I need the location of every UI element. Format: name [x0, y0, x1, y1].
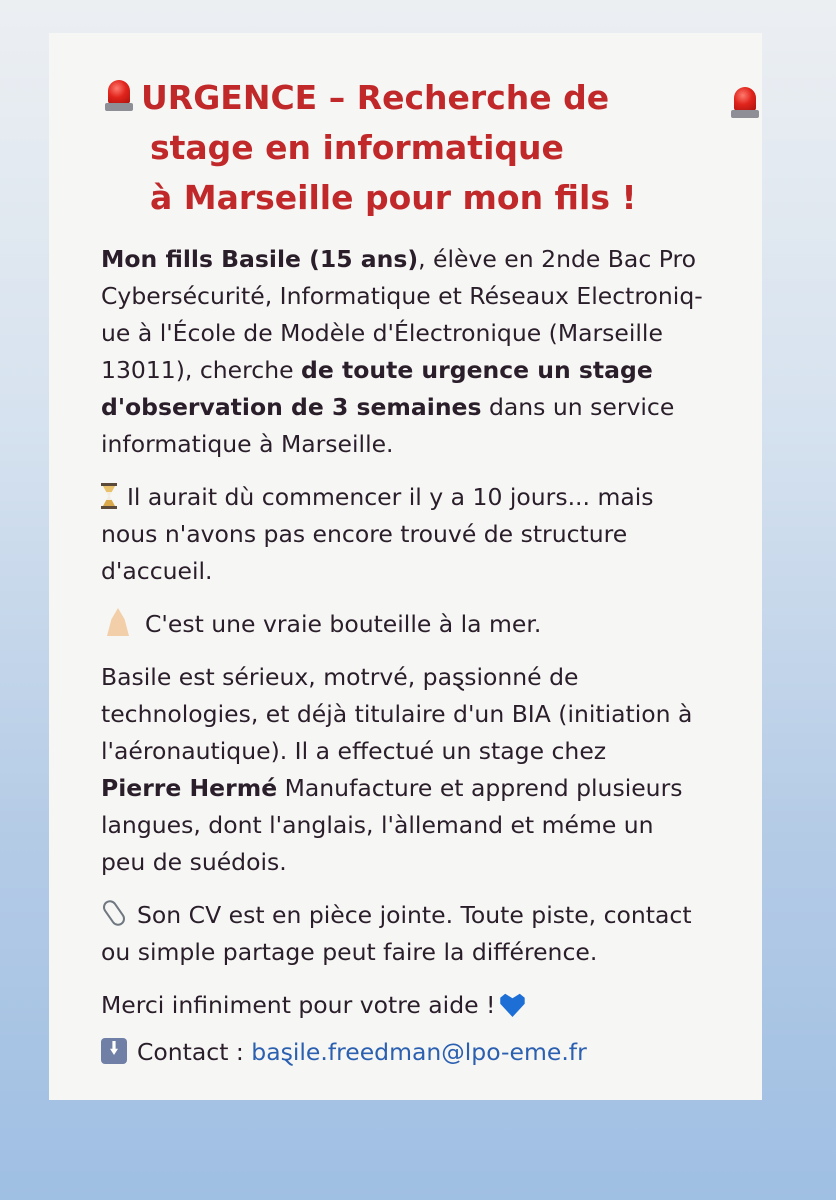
profile-paragraph: Basile est sérieux, motrvé, paȿsionné de technologies, et déjà titulaire d'un BIA (initiation à l'aéronautique). Il a effectué un stage chez Pierre Hermé Manufacture et apprend plusieurs langues, dont l'anglais, l'àllemand et méme un peu de suédois.	[101, 663, 693, 876]
intro-paragraph: Mon fills Basile (15 ans), élève en 2nde Bac Pro Cybersécurité, Informatique et Réseaux Electroniq- ue à l'École de Modèle d'Électronique (Marseille 13011), cherche de toute urgence un stage d'observation de 3 semaines dans un service informatique à Marseille.	[101, 245, 703, 458]
blue-heart-icon	[499, 993, 525, 1017]
delay-paragraph: Il aurait dù commencer il y a 10 jours... mais nous n'avons pas encore trouvé de structure d'accueil.	[101, 483, 654, 585]
pierre-herme-name: Pierre Hermé	[101, 774, 278, 802]
cv-paragraph: Son CV est en pièce jointe. Toute piste, contact ou simple partage peut faire la différence.	[101, 897, 741, 971]
contact-line	[101, 1034, 741, 1071]
bottle-paragraph: C'est une vraie bouteille à la mer.	[101, 606, 741, 643]
title-line-1	[103, 73, 743, 123]
post-title	[103, 73, 743, 223]
contact-label: Contact :	[137, 1038, 252, 1066]
praying-hands-icon	[101, 608, 135, 636]
inbox-tray-icon	[101, 1038, 127, 1064]
hourglass-icon	[101, 483, 117, 509]
police-siren-icon	[103, 76, 135, 114]
title-line-2: stage en informatique	[150, 128, 564, 167]
title-line-3: à Marseille pour mon fils !	[150, 178, 637, 217]
thanks-line: Merci infiniment pour votre aide !	[101, 987, 741, 1024]
post-card	[49, 33, 762, 1100]
paperclip-icon	[101, 897, 127, 927]
police-siren-icon	[729, 83, 761, 121]
contact-email-link[interactable]: baȿile.freedman@lpo-eme.fr	[251, 1038, 587, 1066]
post-body	[101, 241, 741, 1071]
title-text-1: URGENCE – Recherche de	[141, 78, 610, 117]
intro-lead: Mon fills Basile (15 ans)	[101, 245, 419, 273]
